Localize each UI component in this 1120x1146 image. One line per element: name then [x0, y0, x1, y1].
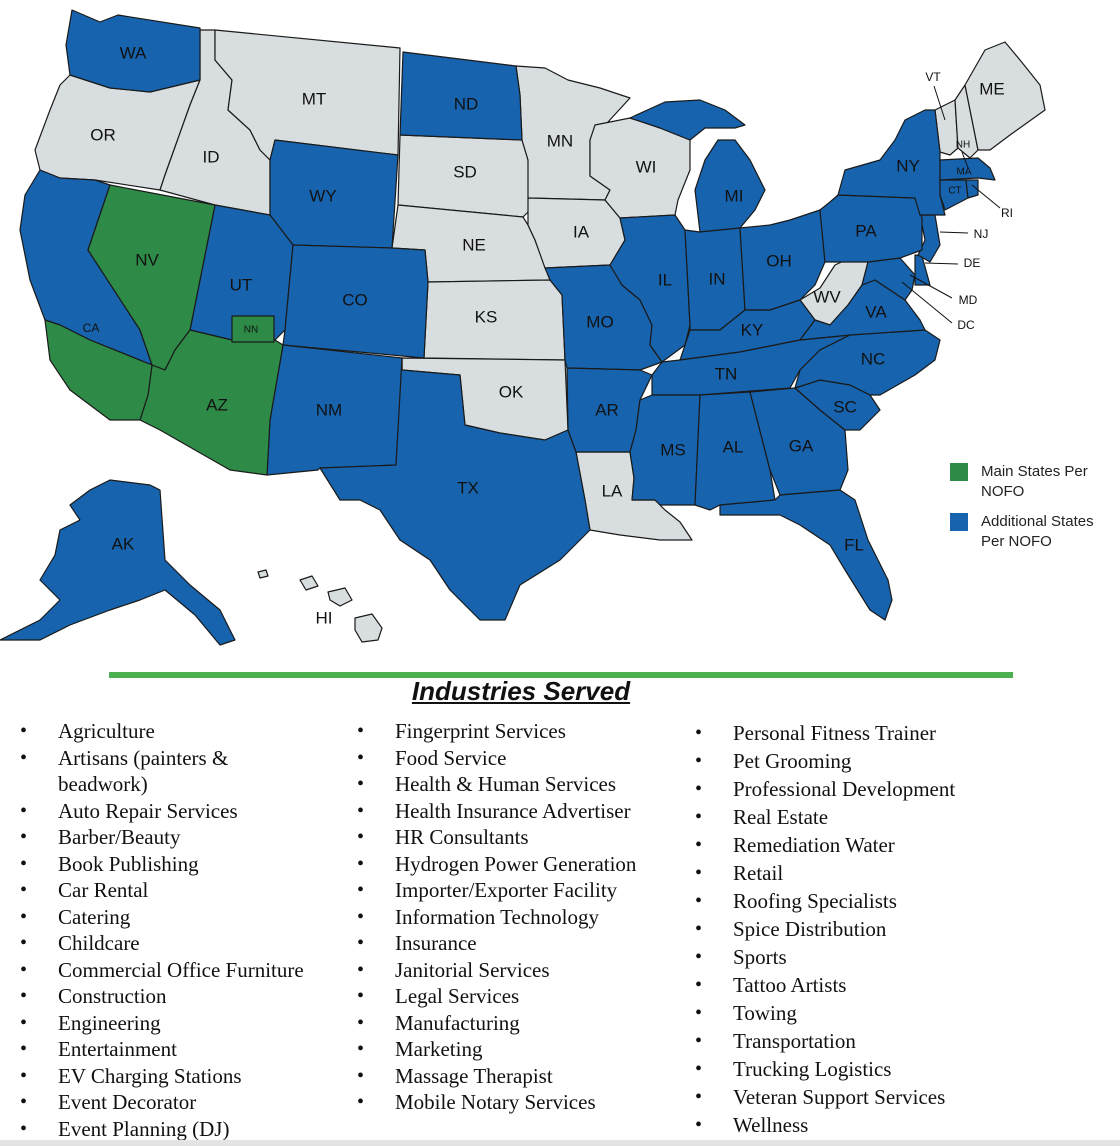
label-wv: WV [813, 287, 841, 307]
legend-item-additional [950, 512, 1120, 552]
label-md: MD [958, 293, 978, 308]
legend-item-main [950, 462, 1120, 502]
label-ia: IA [572, 222, 590, 242]
label-tx: TX [457, 478, 479, 498]
label-la: LA [601, 481, 623, 501]
label-in: IN [708, 269, 726, 289]
industries-column-3 [695, 719, 1015, 1139]
industry-item: • Hydrogen Power Generation [357, 851, 677, 878]
label-nd: ND [453, 94, 479, 114]
label-tn: TN [714, 364, 738, 384]
state-me [965, 42, 1045, 150]
industry-item: • Professional Development [695, 775, 1015, 803]
industry-item: • Roofing Specialists [695, 887, 1015, 915]
label-va: VA [865, 302, 887, 322]
industry-item: • Car Rental [20, 877, 340, 904]
label-ak: AK [111, 534, 135, 554]
legend-swatch-main [950, 463, 968, 481]
industry-item: • Janitorial Services [357, 957, 677, 984]
industry-item: • Spice Distribution [695, 915, 1015, 943]
label-dc: DC [957, 318, 975, 333]
label-ok: OK [498, 382, 524, 402]
industry-item: • Construction [20, 983, 340, 1010]
label-ut: UT [229, 275, 253, 295]
label-ma: MA [956, 166, 972, 178]
label-oh: OH [766, 251, 792, 271]
state-fl [720, 490, 892, 620]
industry-item: • Wellness [695, 1111, 1015, 1139]
legend-label-main: Main States Per NOFO [981, 463, 1088, 500]
industry-item: • Artisans (painters & beadwork) [20, 745, 340, 798]
industry-item: • Event Decorator [20, 1089, 340, 1116]
label-ga: GA [788, 436, 814, 456]
industry-item: • Sports [695, 943, 1015, 971]
label-wa: WA [119, 43, 147, 63]
label-ny: NY [896, 156, 920, 176]
label-or: OR [90, 125, 116, 145]
industry-item: • Commercial Office Furniture [20, 957, 340, 984]
label-pa: PA [855, 221, 877, 241]
map-legend [950, 462, 1120, 562]
label-nm: NM [315, 400, 343, 420]
industry-item: • Agriculture [20, 718, 340, 745]
industry-item: • Marketing [357, 1036, 677, 1063]
bottom-border [0, 1140, 1120, 1146]
label-co: CO [342, 290, 368, 310]
label-hi: HI [315, 608, 333, 628]
industry-item: • Pet Grooming [695, 747, 1015, 775]
legend-label-additional: Additional States Per NOFO [981, 513, 1094, 550]
industry-item: • Barber/Beauty [20, 824, 340, 851]
industry-item: • Towing [695, 999, 1015, 1027]
label-ar: AR [595, 400, 619, 420]
label-sd: SD [453, 162, 477, 182]
label-wi: WI [635, 157, 657, 177]
label-mo: MO [586, 312, 614, 332]
industries-column-1 [20, 718, 340, 1142]
state-ak [0, 480, 235, 645]
industry-item: • Manufacturing [357, 1010, 677, 1037]
label-az: AZ [206, 395, 228, 415]
industry-item: • Insurance [357, 930, 677, 957]
label-ky: KY [740, 320, 764, 340]
label-nh: NH [955, 139, 971, 151]
label-nc: NC [860, 349, 886, 369]
legend-swatch-additional [950, 513, 968, 531]
industry-item: • EV Charging Stations [20, 1063, 340, 1090]
label-wy: WY [309, 186, 337, 206]
label-ms: MS [660, 440, 686, 460]
industry-item: • Health Insurance Advertiser [357, 798, 677, 825]
industries-heading: Industries Served [411, 676, 631, 706]
industry-item: • Entertainment [20, 1036, 340, 1063]
label-il: IL [657, 270, 673, 290]
industry-item: • Massage Therapist [357, 1063, 677, 1090]
label-mn: MN [546, 131, 574, 151]
industry-item: • Retail [695, 859, 1015, 887]
label-nj: NJ [973, 227, 989, 242]
industry-item: • Engineering [20, 1010, 340, 1037]
label-de: DE [963, 256, 981, 271]
industry-item: • Personal Fitness Trainer [695, 719, 1015, 747]
industry-item: • Transportation [695, 1027, 1015, 1055]
industry-item: • Book Publishing [20, 851, 340, 878]
label-ct: CT [948, 185, 962, 197]
label-mi: MI [724, 186, 744, 206]
state-hi [258, 570, 382, 642]
industry-item: • Health & Human Services [357, 771, 677, 798]
label-fl: FL [844, 535, 864, 555]
industry-item: • Food Service [357, 745, 677, 772]
industry-item: • Fingerprint Services [357, 718, 677, 745]
label-nv: NV [135, 250, 159, 270]
industry-item: • Importer/Exporter Facility [357, 877, 677, 904]
industry-item: • Information Technology [357, 904, 677, 931]
label-id: ID [202, 147, 220, 167]
industry-item: • Catering [20, 904, 340, 931]
label-ne: NE [462, 235, 486, 255]
label-vt: VT [925, 70, 941, 85]
label-al: AL [722, 437, 744, 457]
label-me: ME [979, 79, 1005, 99]
label-mt: MT [301, 89, 327, 109]
label-ri: RI [1001, 206, 1013, 221]
industry-item: • Veteran Support Services [695, 1083, 1015, 1111]
industry-item: • Event Planning (DJ) [20, 1116, 340, 1143]
label-nn: NN [243, 324, 259, 336]
industry-item: • Trucking Logistics [695, 1055, 1015, 1083]
industry-item: • Auto Repair Services [20, 798, 340, 825]
industry-item: • Real Estate [695, 803, 1015, 831]
industries-column-2 [357, 718, 677, 1116]
label-sc: SC [833, 397, 857, 417]
industry-item: • Tattoo Artists [695, 971, 1015, 999]
industry-item: • Childcare [20, 930, 340, 957]
industry-item: • Legal Services [357, 983, 677, 1010]
industry-item: • HR Consultants [357, 824, 677, 851]
industry-item: • Remediation Water [695, 831, 1015, 859]
label-ca: CA [82, 321, 100, 336]
label-ks: KS [474, 307, 498, 327]
industry-item: • Mobile Notary Services [357, 1089, 677, 1116]
